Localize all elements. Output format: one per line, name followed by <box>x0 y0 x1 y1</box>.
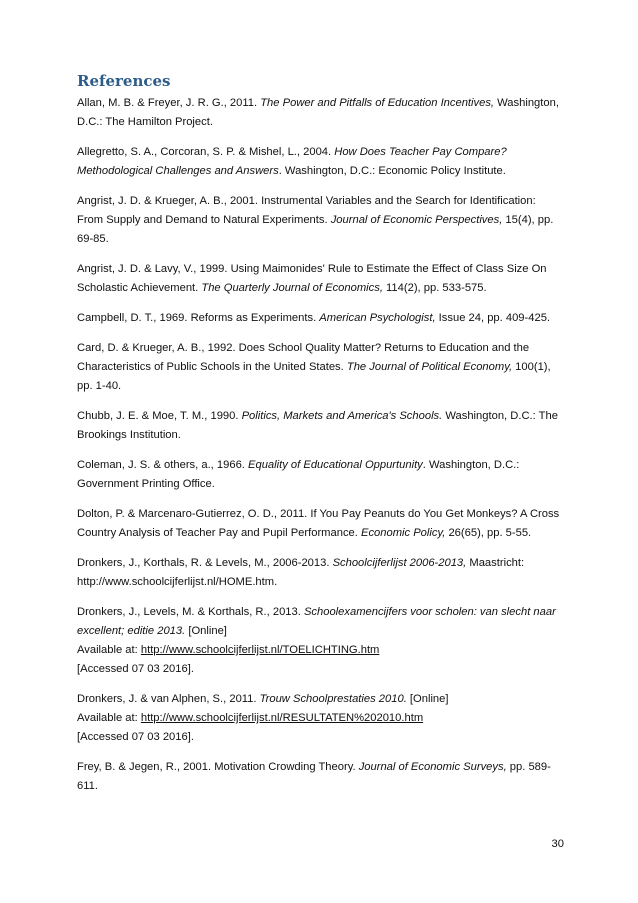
reference-authors: Card, D. & Krueger, A. B., 1992. Does School Quality Matter? Returns to Education and the Characteristics of Public Schools in the United States. <box>77 342 530 373</box>
reference-authors: Allan, M. B. & Freyer, J. R. G., 2011. <box>77 97 261 109</box>
reference-publisher: Washington, D.C.: The Hamilton Project. <box>77 97 559 128</box>
reference-availability <box>77 709 564 728</box>
reference-authors: Dronkers, J. & van Alphen, S., 2011. <box>77 693 260 705</box>
reference-item <box>77 505 564 543</box>
reference-publisher: . Washington, D.C.: Economic Policy Institute. <box>278 165 506 177</box>
reference-item <box>77 192 564 249</box>
reference-title: Economic Policy, <box>360 527 446 539</box>
reference-item <box>77 309 564 328</box>
reference-item <box>77 554 564 592</box>
reference-list <box>77 94 564 796</box>
reference-item <box>77 260 564 298</box>
reference-authors: Frey, B. & Jegen, R., 2001. Motivation Crowding Theory. <box>77 761 359 773</box>
reference-authors: Chubb, J. E. & Moe, T. M., 1990. <box>77 410 242 422</box>
reference-publisher: [Online] <box>185 625 227 637</box>
reference-accessed-date: [Accessed 07 03 2016]. <box>77 663 194 675</box>
reference-item <box>77 456 564 494</box>
reference-url-link[interactable]: http://www.schoolcijferlijst.nl/TOELICHTING.htm <box>140 644 380 656</box>
page-number: 30 <box>551 838 564 850</box>
reference-authors: Coleman, J. S. & others, a., 1966. <box>77 459 249 471</box>
reference-title: Politics, Markets and America's Schools. <box>241 410 443 422</box>
reference-publisher: pp. 589-611. <box>77 761 551 792</box>
reference-publisher: 114(2), pp. 533-575. <box>382 282 487 294</box>
reference-url-link[interactable]: http://www.schoolcijferlijst.nl/RESULTATEN%202010.htm <box>140 712 424 724</box>
reference-title: How Does Teacher Pay Compare? Methodological Challenges and Answers <box>77 146 507 177</box>
reference-authors: Dronkers, J., Korthals, R. & Levels, M., 2006-2013. <box>77 557 333 569</box>
reference-item <box>77 603 564 679</box>
reference-title: Schoolexamencijfers voor scholen: van slecht naar excellent; editie 2013. <box>77 606 556 637</box>
available-at-label: Available at: <box>77 712 141 724</box>
reference-publisher: 15(4), pp. 69-85. <box>77 214 554 245</box>
reference-item <box>77 690 564 747</box>
reference-item <box>77 339 564 396</box>
reference-authors: Allegretto, S. A., Corcoran, S. P. & Mishel, L., 2004. <box>77 146 335 158</box>
reference-title: American Psychologist, <box>319 312 436 324</box>
reference-title: Journal of Economic Surveys, <box>358 761 507 773</box>
reference-authors: Angrist, J. D. & Krueger, A. B., 2001. Instrumental Variables and the Search for Identification: From Supply and Demand to Natural Experiments. <box>77 195 536 226</box>
available-at-label: Available at: <box>77 644 141 656</box>
reference-authors: Dolton, P. & Marcenaro-Gutierrez, O. D., 2011. If You Pay Peanuts do You Get Monkeys? A Cross Country Analysis of Teacher Pay and Pupil Performance. <box>77 508 560 539</box>
reference-item <box>77 94 564 132</box>
reference-accessed-date: [Accessed 07 03 2016]. <box>77 731 194 743</box>
reference-item <box>77 407 564 445</box>
reference-title: Trouw Schoolprestaties 2010. <box>259 693 407 705</box>
reference-publisher: [Online] <box>406 693 449 705</box>
reference-title: The Power and Pitfalls of Education Incentives, <box>260 97 495 109</box>
reference-item <box>77 143 564 181</box>
reference-publisher: Washington, D.C.: The Brookings Institution. <box>77 410 558 441</box>
reference-title: Schoolcijferlijst 2006-2013, <box>332 557 467 569</box>
reference-title: The Quarterly Journal of Economics, <box>201 282 383 294</box>
reference-publisher: . Washington, D.C.: Government Printing Office. <box>77 459 520 490</box>
reference-publisher: Issue 24, pp. 409-425. <box>435 312 551 324</box>
reference-authors: Campbell, D. T., 1969. Reforms as Experiments. <box>77 312 320 324</box>
references-heading: References <box>77 72 171 90</box>
reference-publisher: 26(65), pp. 5-55. <box>445 527 532 539</box>
reference-authors: Angrist, J. D. & Lavy, V., 1999. Using Maimonides' Rule to Estimate the Effect of Class Size On Scholastic Achievement. <box>77 263 547 294</box>
reference-publisher: 100(1), pp. 1-40. <box>77 361 551 392</box>
reference-authors: Dronkers, J., Levels, M. & Korthals, R., 2013. <box>77 606 304 618</box>
reference-item <box>77 758 564 796</box>
reference-availability <box>77 641 564 660</box>
reference-title: Journal of Economic Perspectives, <box>330 214 503 226</box>
reference-title: The Journal of Political Economy, <box>346 361 513 373</box>
reference-publisher: Maastricht: http://www.schoolcijferlijst.nl/HOME.htm. <box>77 557 525 588</box>
reference-title: Equality of Educational Oppurtunity <box>248 459 423 471</box>
